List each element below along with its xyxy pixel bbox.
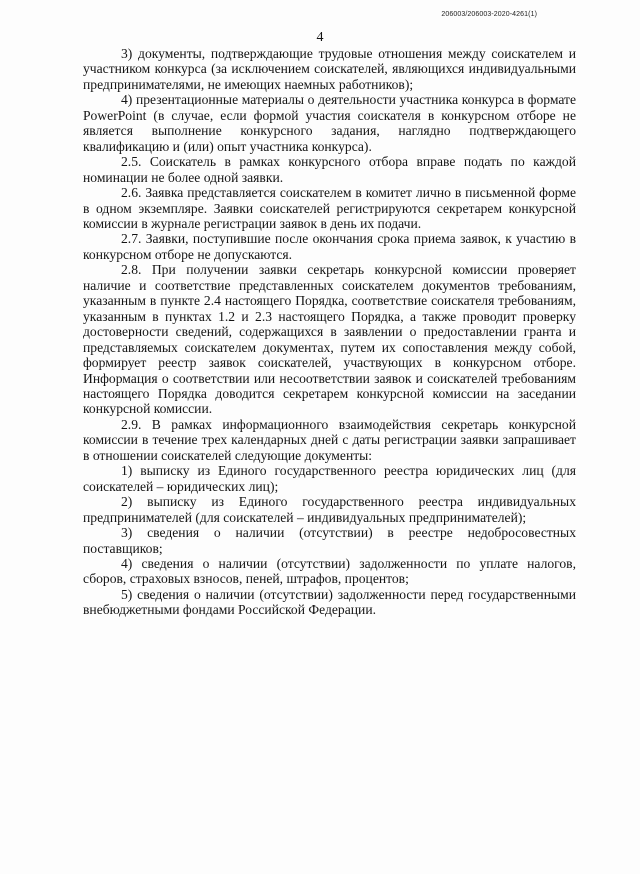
paragraph: 4) презентационные материалы о деятельности участника конкурса в формате PowerPoint (в случае, если формой участия соискателя в конкурсном отборе не является выполнение конкурсного задания, наглядно подтверждающего квалификацию и (или) опыт участника конкурса). [83, 92, 576, 154]
paragraph: 2) выписку из Единого государственного реестра индивидуальных предпринимателей (для соискателей – индивидуальных предпринимателей); [83, 494, 576, 525]
document-id: 206003/206003-2020-4261(1) [441, 11, 537, 18]
paragraph: 2.5. Соискатель в рамках конкурсного отбора вправе подать по каждой номинации не более одной заявки. [83, 154, 576, 185]
paragraph: 2.8. При получении заявки секретарь конкурсной комиссии проверяет наличие и соответствие представленных соискателем документов требованиям, указанным в пункте 2.4 настоящего Порядка, соответствие соискателя требованиям, указанным в пунктах 1.2 и 2.3 настоящего Порядка, а также проводит проверку достоверности сведений, содержащихся в заявлении о предоставлении гранта и представляемых соискателем документах, путем их сопоставления между собой, формирует реестр заявок соискателей, участвующих в конкурсном отборе. Информация о соответствии или несоответствии заявок и соискателей требованиям настоящего Порядка доводится секретарем конкурсной комиссии на заседании конкурсной комиссии. [83, 262, 576, 417]
paragraph: 3) документы, подтверждающие трудовые отношения между соискателем и участником конкурса (за исключением соискателей, являющихся индивидуальными предпринимателями, не имеющих наемных работников); [83, 46, 576, 92]
paragraph: 2.9. В рамках информационного взаимодействия секретарь конкурсной комиссии в течение трех календарных дней с даты регистрации заявки запрашивает в отношении соискателей следующие документы: [83, 416, 576, 463]
paragraph: 3) сведения о наличии (отсутствии) в реестре недобросовестных поставщиков; [83, 525, 576, 556]
paragraph: 2.7. Заявки, поступившие после окончания срока приема заявок, к участию в конкурсном отборе не допускаются. [83, 231, 576, 262]
paragraph: 2.6. Заявка представляется соискателем в комитет лично в письменной форме в одном экземпляре. Заявки соискателей регистрируются секретарем конкурсной комиссии в журнале регистрации заявок в день их подачи. [83, 185, 576, 231]
paragraph: 5) сведения о наличии (отсутствии) задолженности перед государственными внебюджетными фондами Российской Федерации. [83, 586, 576, 618]
document-body [83, 46, 576, 618]
paragraph: 1) выписку из Единого государственного реестра юридических лиц (для соискателей – юридических лиц); [83, 463, 576, 494]
page-number: 4 [316, 30, 324, 45]
paragraph: 4) сведения о наличии (отсутствии) задолженности по уплате налогов, сборов, страховых взносов, пеней, штрафов, процентов; [83, 555, 576, 587]
